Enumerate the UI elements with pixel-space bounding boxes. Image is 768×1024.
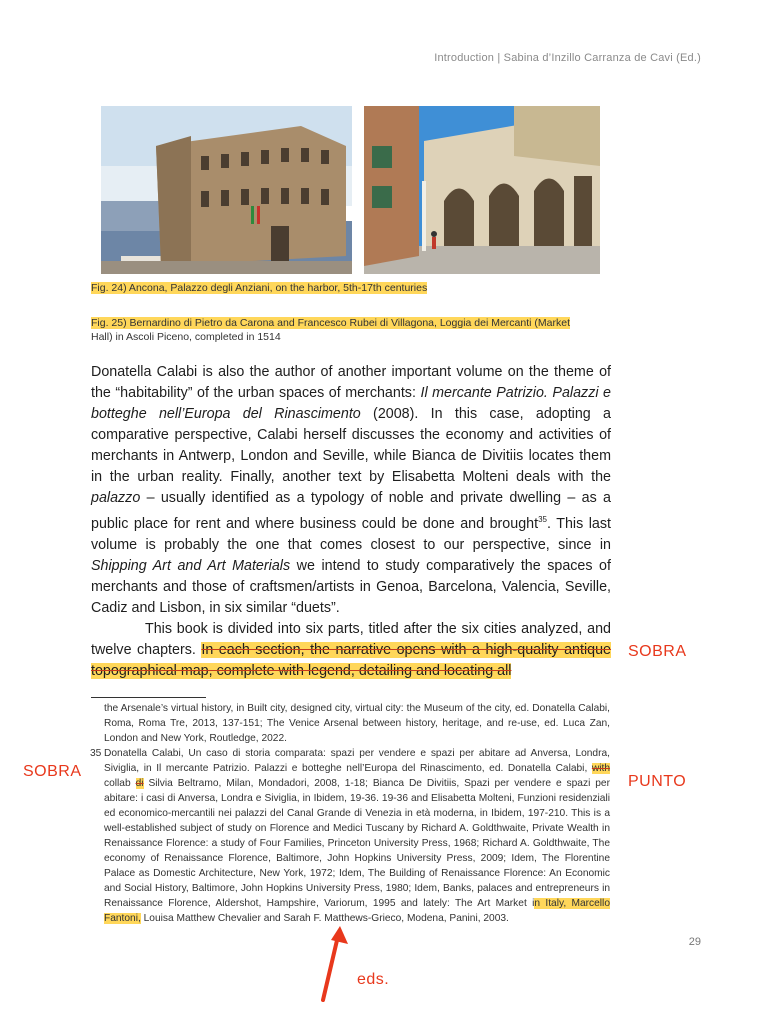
main-body-text [91, 362, 611, 682]
struck-word-with: with [591, 763, 610, 774]
figure-24-caption-text: Fig. 24) Ancona, Palazzo degli Anziani, on the harbor, 5th-17th centuries [91, 282, 428, 294]
paragraph-2: This book is divided into six parts, titled after the six cities analyzed, and twelve chapters. In each section, the narrative opens with a high-quality antique topographical map, complete with legend, detailing and locating all [91, 620, 612, 679]
paragraph-1: Donatella Calabi is also the author of another important volume on the theme of the “habitability” of the urban spaces of merchants: Il mercante Patrizio. Palazzi e botteghe nell’Europa del Rinascimento (2008). In this case, adopting a comparative perspective, Calabi herself discusses the economy and activities of merchants in Antwerp, London and Seville, while Bianca de Divitiis locates them in the urban reality. Finally, another text by Elisabetta Molteni deals with the palazzo – usually identified as a typology of noble and private dwelling – as a public place for rent and where business could be done and brought$^{35}$. This last volume is probably the one that comes closest to our perspective, since in Shipping Art and Art Materials we intend to study comparatively the spaces of merchants and those of craftsmen/artists in Genoa, Barcelona, Valencia, Seville, Cadiz and Lisbon, in six similar “duets”. [91, 364, 612, 616]
annotation-eds: eds. [357, 971, 390, 988]
footnote-ref-35[interactable]: 35 [538, 515, 547, 524]
red-arrow-icon [310, 922, 360, 1004]
figure-25-caption [91, 316, 611, 344]
footnote-divider [91, 697, 206, 698]
photo-palazzo-anziani [101, 106, 352, 274]
footnotes [90, 701, 610, 926]
footnote-number: 35 [90, 748, 102, 759]
highlighted-italy-fantoni: n Italy, Marcello Fantoni, [104, 898, 610, 924]
figure-25-caption-rest: Hall) in Ascoli Piceno, completed in 1514 [91, 331, 281, 343]
struck-word-di: di [135, 778, 144, 789]
annotation-sobra-left: SOBRA [23, 763, 82, 780]
photo-loggia-dei-mercanti [364, 106, 600, 274]
page-number: 29 [688, 936, 701, 948]
figure-24-caption [91, 281, 611, 295]
struck-highlighted-text: In each section, the narrative opens with a high-quality antique topographical map, complete with legend, detailing and locating all [91, 641, 612, 679]
annotation-sobra-right: SOBRA [628, 643, 687, 660]
footnote-continuation: the Arsenale’s virtual history, in Built city, designed city, virtual city: the Museum of the city, ed. Donatella Calabi, Roma, Roma Tre, 2013, 137-151; The Venice Arsenal between history, heritage, and re-use, ed. Luca Zan, London and New York, Routledge, 2022. [104, 703, 610, 744]
running-header: Introduction | Sabina d’Inzillo Carranza de Cavi (Ed.) [434, 52, 701, 64]
figure-25-caption-highlighted: Fig. 25) Bernardino di Pietro da Carona and Francesco Rubei di Villagona, Loggia dei Mercanti (Market [91, 317, 570, 329]
annotation-punto: PUNTO [628, 773, 687, 790]
footnote-35: 35 Donatella Calabi, Un caso di storia comparata: spazi per vendere e spazi per abitare ad Anversa, Londra, Siviglia, in Il mercante Patrizio. Palazzi e botteghe nell’Europa del Rinascimento, ed. Donatella Calabi, with collab di Silvia Beltramo, Milan, Mondadori, 2008, 1-18; Bianca De Divitiis, Spazi per vendere e spazi per abitare: i casi di Anversa, Londra e Siviglia, in Ibidem, 19-36. 19-36 and Elisabetta Molteni, Funzioni residenziali ed economico-mercantili nei palazzi del Canal Grande di Venezia in età moderna, in Ibidem, 197-210. This is a well-established subject of study on Florence and Medici Tuscany by Richard A. Goldthwaite, Private Wealth in Renaissance Florence: a study of Four Families, Princeton University Press, 1968; Richard A. Goldthwaite, The economy of Renaissance Florence, Baltimore, John Hopkins University Press, 2009; Idem, The Florentine Palace as Domestic Architecture, New York, 1972; Idem, The Building of Renaissance Florence: An Economic and Social History, Baltimore, John Hopkins University Press, 1980; Idem, Banks, palaces and entrepreneurs in Renaissance Florence, Aldershot, Hampshire, Variorum, 1995 and lately: The Art Market in Italy, Marcello Fantoni, Louisa Matthew Chevalier and Sarah F. Matthews-Grieco, Modena, Panini, 2003. [90, 748, 610, 924]
